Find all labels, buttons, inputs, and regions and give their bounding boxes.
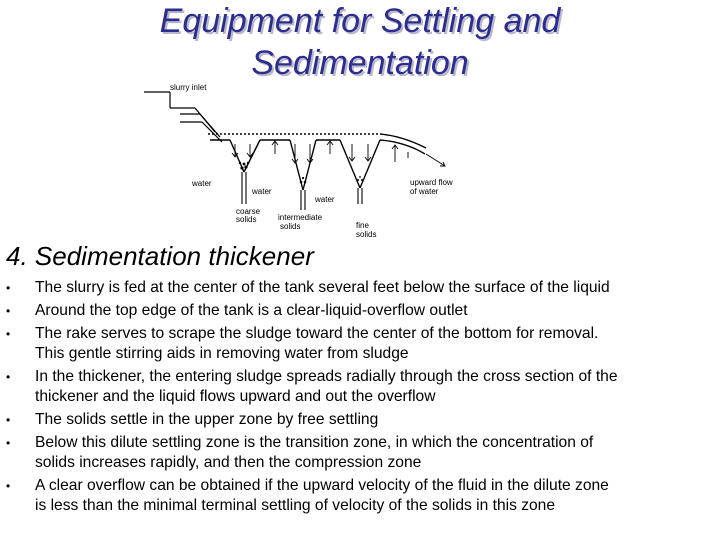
bullet-line: is less than the minimal terminal settling of velocity of the solids in this zone [35,497,556,514]
label-fine-1: fine [356,221,369,230]
bullet-line: Around the top edge of the tank is a clear-liquid-overflow outlet [35,302,468,319]
bullet-item [0,301,716,321]
slide-title [0,0,720,84]
section-heading: 4. Sedimentation thickener [6,241,314,271]
label-coarse-2: solids [236,215,257,224]
slurry-inlet-pipe [144,92,222,142]
label-upward-flow-2: of water [410,187,439,196]
slide-title-line-1: Equipment for Settling and [159,2,561,40]
bullet-marker: • [6,327,11,341]
label-water-mid-2: water [315,195,335,204]
bullet-line: Below this dilute settling zone is the transition zone, in which the concentration of [35,434,594,451]
label-coarse-1: coarse [236,207,261,216]
bullet-marker: • [6,436,11,450]
bullet-line: The rake serves to scrape the sludge toward the center of the bottom for removal. [35,325,599,342]
bullet-list [0,278,716,519]
bullet-marker: • [6,304,11,318]
bullet-marker: • [6,281,11,295]
bullet-marker: • [6,479,11,493]
label-fine-2: solids [356,230,377,239]
flow-arrows [232,141,445,166]
slide-title-line-2: Sedimentation [251,44,469,82]
label-slurry-inlet: slurry inlet [170,83,207,92]
bullet-item [0,433,716,473]
bullet-line: thickener and the liquid flows upward and out the overflow [35,388,436,405]
bullet-item [0,324,716,364]
bullet-line: This gentle stirring aids in removing water from sludge [35,345,409,362]
bullet-line: In the thickener, the entering sludge spreads radially through the cross section of the [35,368,618,385]
bullet-item [0,278,716,298]
label-upward-flow-1: upward flow [410,178,453,187]
tank-outline [208,134,426,190]
label-intermediate-2: solids [280,222,301,231]
label-water-left: water [192,179,212,188]
bullet-item [0,476,716,516]
label-intermediate-1: intermediate [278,213,323,222]
settling-tank-diagram [140,82,480,242]
bullet-line: The solids settle in the upper zone by free settling [35,411,379,428]
bullet-marker: • [6,413,11,427]
label-water-mid-1: water [252,187,272,196]
bullet-item [0,410,716,430]
bullet-line: A clear overflow can be obtained if the upward velocity of the fluid in the dilute zone [35,477,609,494]
bullet-marker: • [6,370,11,384]
bullet-line: The slurry is fed at the center of the tank several feet below the surface of the liquid [35,279,610,296]
bullet-item [0,367,716,407]
bullet-line: solids increases rapidly, and then the compression zone [35,454,422,471]
